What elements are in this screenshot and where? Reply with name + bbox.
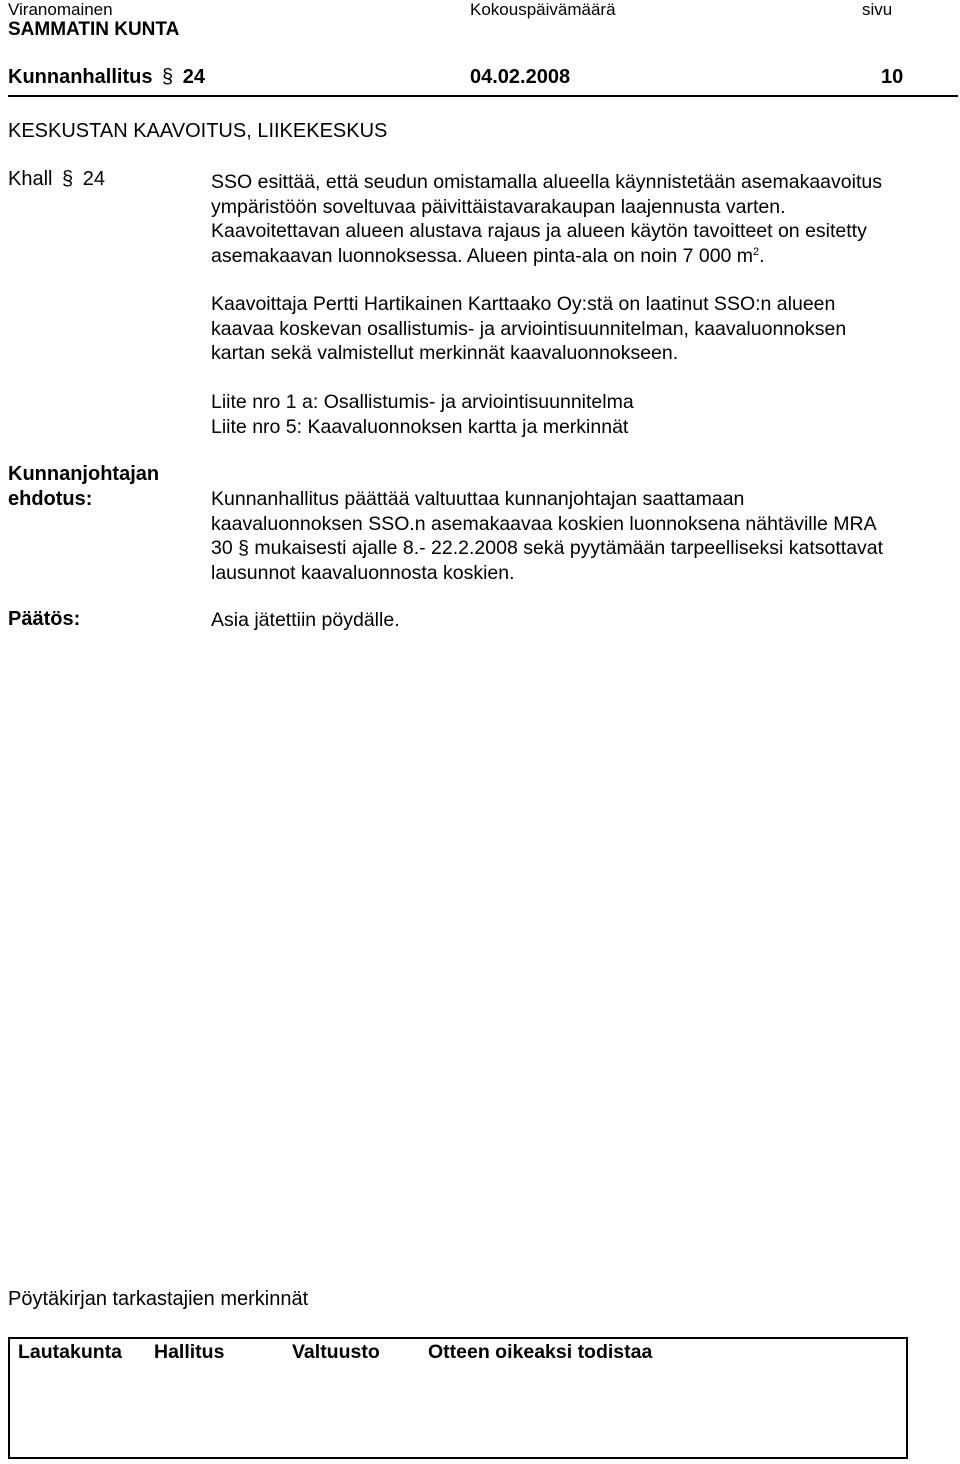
text-line: lausunnot kaavaluonnosta koskien.	[211, 561, 515, 584]
signature-cell-government: Hallitus	[154, 1341, 225, 1363]
signature-table	[8, 1337, 908, 1459]
period: .	[759, 244, 765, 267]
signature-cell-board: Lautakunta	[18, 1341, 123, 1363]
page-number: 10	[881, 66, 904, 88]
decision-label: Päätös:	[8, 608, 81, 630]
text-line: Kaavoitettavan alueen alustava rajaus ja alueen käytön tavoitteet on esitetty	[211, 220, 867, 242]
superscript-2: 2	[753, 245, 760, 258]
organization-name: SAMMATIN KUNTA	[8, 19, 180, 40]
signature-cell-certified: Otteen oikeaksi todistaa	[428, 1341, 653, 1363]
meeting-section-number: 24	[182, 66, 205, 88]
meeting-body-name: Kunnanhallitus	[8, 66, 153, 88]
paragraph-intro	[211, 170, 951, 268]
law-section-number: 30	[211, 537, 233, 559]
proposal-text	[211, 487, 951, 585]
meeting-date-label: Kokouspäivämäärä	[470, 0, 616, 19]
text-line: Kaavoittaja Pertti Hartikainen Karttaako Oy:stä on laatinut SSO:n alueen	[211, 293, 836, 315]
proposal-line-rest: mukaisesti ajalle 8.- 22.2.2008 sekä pyytämään tarpeelliseksi katsottavat	[254, 537, 884, 559]
authority-label: Viranomainen	[8, 0, 113, 19]
text-line: Kunnanhallitus päättää valtuuttaa kunnanjohtajan saattamaan	[211, 488, 745, 510]
page-label: sivu	[862, 0, 893, 19]
attachment-item: Liite nro 5: Kaavaluonnoksen kartta ja merkinnät	[211, 415, 629, 438]
paragraph-planner	[211, 292, 951, 366]
meeting-body	[8, 66, 205, 89]
header-rule	[8, 95, 958, 97]
item-title: KESKUSTAN KAAVOITUS, LIIKEKESKUS	[8, 120, 388, 142]
text-line	[211, 536, 951, 561]
proposal-label	[8, 462, 159, 512]
item-reference-number: 24	[82, 168, 105, 190]
attachment-item: Liite nro 1 a: Osallistumis- ja arviointisuunnitelma	[211, 391, 634, 413]
text-line	[211, 244, 951, 269]
item-reference-label: Khall	[8, 168, 53, 190]
section-sign-icon: §	[62, 168, 74, 190]
attachments-list	[211, 390, 951, 439]
section-sign-icon: §	[162, 66, 174, 88]
proposal-label-line: ehdotus:	[8, 488, 93, 510]
text-line: kartan sekä valmistellut merkinnät kaavaluonnokseen.	[211, 342, 679, 364]
text-line: kaavaa koskevan osallistumis- ja arviointisuunnitelman, kaavaluonnoksen	[211, 317, 847, 340]
text-line: SSO esittää, että seudun omistamalla alueella käynnistetään asemakaavoitus	[211, 171, 882, 193]
proposal-label-line: Kunnanjohtajan	[8, 463, 160, 485]
area-text: asemakaavan luonnoksessa. Alueen pinta-ala on noin 7 000 m	[211, 244, 754, 267]
reviewers-note: Pöytäkirjan tarkastajien merkinnät	[8, 1288, 309, 1310]
text-line: kaavaluonnoksen SSO.n asemakaavaa koskien luonnoksena nähtäville MRA	[211, 512, 877, 535]
decision-text: Asia jätettiin pöydälle.	[211, 609, 400, 631]
item-reference	[8, 168, 105, 191]
text-line: ympäristöön soveltuvaa päivittäistavarakaupan laajennusta varten.	[211, 195, 786, 218]
signature-cell-council: Valtuusto	[292, 1341, 380, 1363]
meeting-date: 04.02.2008	[470, 66, 571, 88]
section-sign-icon: §	[238, 537, 249, 559]
